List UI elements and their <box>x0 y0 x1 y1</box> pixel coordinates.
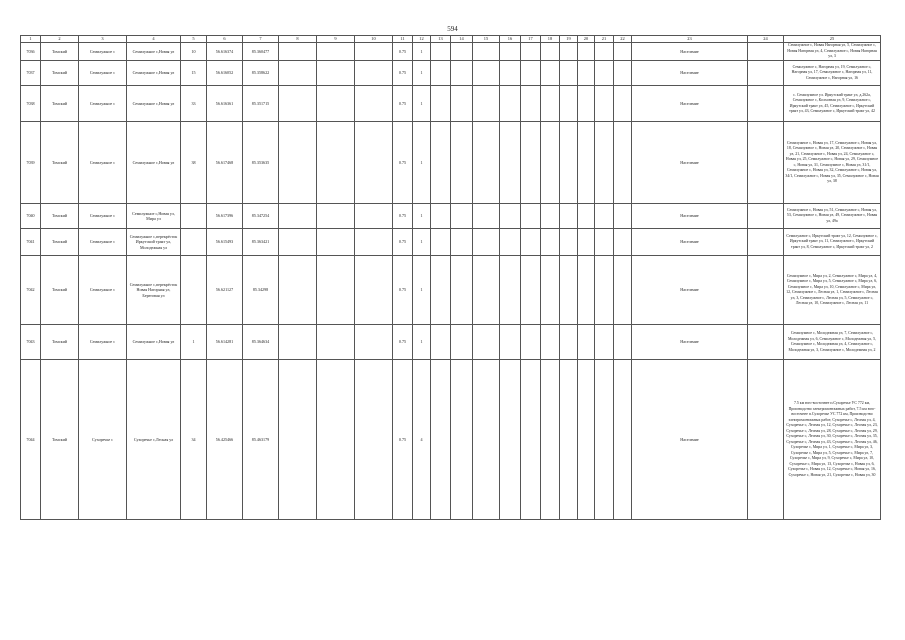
notes-cell: Семилужное с, Иркутский тракт ул, 12, Семилужное с, Иркутский тракт ул, 11, Семилужное с, Иркутский тракт ул, 8, Семилужное с, Иркутский тракт ул, 2 <box>784 229 881 256</box>
header-cell: 7 <box>243 36 279 43</box>
header-cell: 19 <box>560 36 578 43</box>
empty-cell <box>317 122 355 204</box>
header-cell: 23 <box>632 36 748 43</box>
empty-cell <box>541 256 560 325</box>
empty-cell <box>473 256 500 325</box>
column-11-value: 0.75 <box>393 61 413 86</box>
table-row <box>21 325 881 360</box>
empty-cell <box>355 122 393 204</box>
header-cell: 14 <box>451 36 473 43</box>
house-cell: 1 <box>181 325 207 360</box>
header-cell: 22 <box>614 36 632 43</box>
empty-cell <box>541 86 560 122</box>
latitude-cell: 56.616374 <box>207 43 243 61</box>
row-id: 7044 <box>21 360 41 520</box>
header-cell: 6 <box>207 36 243 43</box>
empty-cell <box>614 43 632 61</box>
latitude-cell: 56.617396 <box>207 204 243 229</box>
column-12-value: 1 <box>413 204 431 229</box>
empty-cell <box>560 325 578 360</box>
district-cell: Томский <box>41 43 79 61</box>
column-11-value: 0.75 <box>393 122 413 204</box>
district-cell: Томский <box>41 325 79 360</box>
row-id: 7042 <box>21 256 41 325</box>
row-id: 7037 <box>21 61 41 86</box>
empty-cell <box>560 43 578 61</box>
empty-cell <box>279 204 317 229</box>
header-cell: 11 <box>393 36 413 43</box>
empty-cell <box>355 229 393 256</box>
empty-cell <box>578 204 595 229</box>
header-cell: 3 <box>79 36 127 43</box>
empty-cell <box>521 256 541 325</box>
empty-cell <box>521 61 541 86</box>
latitude-cell: 56.616361 <box>207 86 243 122</box>
empty-cell <box>431 360 451 520</box>
empty-cell <box>431 204 451 229</box>
empty-cell <box>614 204 632 229</box>
empty-cell <box>317 204 355 229</box>
empty-cell <box>614 360 632 520</box>
district-cell: Томский <box>41 360 79 520</box>
empty-cell <box>578 122 595 204</box>
empty-cell <box>748 256 784 325</box>
longitude-cell: 85.363421 <box>243 229 279 256</box>
empty-cell <box>355 325 393 360</box>
house-cell <box>181 256 207 325</box>
column-12-value: 1 <box>413 43 431 61</box>
header-cell: 13 <box>431 36 451 43</box>
empty-cell <box>748 43 784 61</box>
empty-cell <box>500 122 521 204</box>
empty-cell <box>560 229 578 256</box>
empty-cell <box>317 360 355 520</box>
empty-cell <box>578 256 595 325</box>
empty-cell <box>560 61 578 86</box>
row-id: 7039 <box>21 122 41 204</box>
empty-cell <box>595 43 614 61</box>
category-cell: Население <box>632 229 748 256</box>
table-row <box>21 122 881 204</box>
empty-cell <box>473 43 500 61</box>
column-12-value: 4 <box>413 360 431 520</box>
page-number: 594 <box>447 25 458 33</box>
empty-cell <box>595 204 614 229</box>
header-cell: 10 <box>355 36 393 43</box>
category-cell: Население <box>632 61 748 86</box>
empty-cell <box>614 256 632 325</box>
settlement-cell: Семилужное с <box>79 61 127 86</box>
category-cell: Население <box>632 43 748 61</box>
longitude-cell: 85.353635 <box>243 122 279 204</box>
header-cell: 17 <box>521 36 541 43</box>
settlement-cell: Семилужное с <box>79 204 127 229</box>
empty-cell <box>355 256 393 325</box>
empty-cell <box>595 122 614 204</box>
column-11-value: 0.75 <box>393 360 413 520</box>
empty-cell <box>355 61 393 86</box>
empty-cell <box>748 61 784 86</box>
empty-cell <box>317 256 355 325</box>
empty-cell <box>279 43 317 61</box>
empty-cell <box>473 229 500 256</box>
category-cell: Население <box>632 325 748 360</box>
empty-cell <box>614 229 632 256</box>
house-cell: 10 <box>181 43 207 61</box>
column-12-value: 1 <box>413 229 431 256</box>
empty-cell <box>451 256 473 325</box>
column-11-value: 0.75 <box>393 204 413 229</box>
empty-cell <box>748 360 784 520</box>
settlement-cell: Семилужное с <box>79 86 127 122</box>
empty-cell <box>578 86 595 122</box>
house-cell <box>181 229 207 256</box>
latitude-cell: 56.617468 <box>207 122 243 204</box>
header-cell: 21 <box>595 36 614 43</box>
table-row <box>21 229 881 256</box>
empty-cell <box>595 360 614 520</box>
empty-cell <box>614 86 632 122</box>
district-cell: Томский <box>41 229 79 256</box>
table-row <box>21 360 881 520</box>
notes-cell: 7.5 км юго-восточнее п.Сухоречье УС 772 км, Производство электромонтажных работ, 7.5 км юго-восточнее п.Сухоречье УС 772 км, Производство электромонтажных работ, Сухоречье с, Лесная ул, 4, Сухоречье с, Лесная ул, 12, Сухоречье с, Лесная ул, 23, Сухоречье с, Лесная ул, 28, Сухоречье с, Лесная ул, 29, Сухоречье с, Лесная ул, 30, Сухоречье с, Лесная ул, 35, Сухоречье с, Лесная ул, 43, Сухоречье с, Лесная ул, 46, Сухоречье с, Мира ул, 1, Сухоречье с, Мира ул, 3, Сухоречье с, Мира ул, 5, Сухоречье с, Мира ул, 7, Сухоречье с, Мира ул, 9, Сухоречье с, Мира ул, 10, Сухоречье с, Мира ул, 13, Сухоречье с, Новая ул, 6, Сухоречье с, Новая ул, 12, Сухоречье с, Новая ул, 16, Сухоречье с, Новая ул, 21, Сухоречье с, Новая ул, 30 <box>784 360 881 520</box>
settlement-cell: Семилужное с <box>79 229 127 256</box>
row-id: 7038 <box>21 86 41 122</box>
column-12-value: 1 <box>413 325 431 360</box>
house-cell: 34 <box>181 360 207 520</box>
column-11-value: 0.75 <box>393 325 413 360</box>
row-id: 7036 <box>21 43 41 61</box>
empty-cell <box>431 325 451 360</box>
empty-cell <box>317 325 355 360</box>
category-cell: Население <box>632 360 748 520</box>
table-row <box>21 43 881 61</box>
district-cell: Томский <box>41 204 79 229</box>
empty-cell <box>431 229 451 256</box>
header-cell: 2 <box>41 36 79 43</box>
empty-cell <box>473 204 500 229</box>
register-table <box>20 35 881 520</box>
house-cell: 15 <box>181 61 207 86</box>
district-cell: Томский <box>41 122 79 204</box>
notes-cell: Семилужное с, Новая ул, 51, Семилужное с, Новая ул, 53, Семилужное с, Новая ул, 49, Семилужное с, Новая ул, 49а <box>784 204 881 229</box>
empty-cell <box>500 43 521 61</box>
empty-cell <box>451 229 473 256</box>
empty-cell <box>431 122 451 204</box>
empty-cell <box>500 229 521 256</box>
empty-cell <box>521 204 541 229</box>
empty-cell <box>473 61 500 86</box>
empty-cell <box>578 325 595 360</box>
latitude-cell: 56.621127 <box>207 256 243 325</box>
empty-cell <box>748 122 784 204</box>
address-cell: Семилужное с,Новая ул, Мира ул <box>127 204 181 229</box>
address-cell: Семилужное с,Новая ул <box>127 43 181 61</box>
column-11-value: 0.75 <box>393 86 413 122</box>
empty-cell <box>451 122 473 204</box>
empty-cell <box>317 229 355 256</box>
empty-cell <box>279 360 317 520</box>
column-12-value: 1 <box>413 61 431 86</box>
row-id: 7041 <box>21 229 41 256</box>
header-row <box>21 36 881 43</box>
district-cell: Томский <box>41 61 79 86</box>
empty-cell <box>500 86 521 122</box>
column-12-value: 1 <box>413 122 431 204</box>
empty-cell <box>451 360 473 520</box>
empty-cell <box>595 86 614 122</box>
notes-cell: Семилужное с, Молодежная ул, 7, Семилужное с, Молодежная ул, 6, Семилужное с, Молодежная ул, 5, Семилужное с, Молодежная ул, 4, Семилужное с, Молодежная ул, 3, Семилужное с, Молодежная ул, 2 <box>784 325 881 360</box>
empty-cell <box>541 61 560 86</box>
empty-cell <box>355 360 393 520</box>
settlement-cell: Семилужное с <box>79 325 127 360</box>
house-cell <box>181 204 207 229</box>
header-cell: 25 <box>784 36 881 43</box>
longitude-cell: 85.34298 <box>243 256 279 325</box>
longitude-cell: 85.364634 <box>243 325 279 360</box>
empty-cell <box>578 61 595 86</box>
settlement-cell: Семилужное с <box>79 122 127 204</box>
notes-cell: Семилужное с, Новая ул, 17, Семилужное с, Новая ул, 18, Семилужное с, Новая ул, 20, Семилужное с, Новая ул, 21, Семилужное с, Новая ул, 24, Семилужное с, Новая ул, 25, Семилужное с, Новая ул, 29, Семилужное с, Новая ул, 31, Семилужное с, Новая ул, 31/1, Семилужное с, Новая ул, 32, Семилужное с, Новая ул, 34/1, Семилужное с, Новая ул, 35, Семилужное с, Новая ул, 38 <box>784 122 881 204</box>
house-cell: 38 <box>181 122 207 204</box>
empty-cell <box>473 86 500 122</box>
notes-cell: с. Семилужное ул. Иркутский тракт ул, д.262а, Семилужное с, Колхозная ул, 9, Семилужное с, Иркутский тракт ул, 45, Семилужное с, Иркутский тракт ул, 43, Семилужное с, Иркутский тракт ул, 42 <box>784 86 881 122</box>
empty-cell <box>560 256 578 325</box>
column-11-value: 0.75 <box>393 229 413 256</box>
empty-cell <box>500 256 521 325</box>
notes-cell: Семилужное с, Новая Нагорная ул, 5, Семилужное с, Новая Нагорная ул, 4, Семилужное с, Новая Нагорная ул, 3 <box>784 43 881 61</box>
empty-cell <box>614 61 632 86</box>
empty-cell <box>279 122 317 204</box>
header-cell: 15 <box>473 36 500 43</box>
empty-cell <box>451 86 473 122</box>
longitude-cell: 85.347254 <box>243 204 279 229</box>
table-row <box>21 86 881 122</box>
settlement-cell: Сухоречье с <box>79 360 127 520</box>
header-cell: 5 <box>181 36 207 43</box>
table-row <box>21 204 881 229</box>
longitude-cell: 85.360477 <box>243 43 279 61</box>
empty-cell <box>748 325 784 360</box>
empty-cell <box>541 325 560 360</box>
district-cell: Томский <box>41 256 79 325</box>
row-id: 7043 <box>21 325 41 360</box>
latitude-cell: 56.616052 <box>207 61 243 86</box>
house-cell: 33 <box>181 86 207 122</box>
empty-cell <box>541 204 560 229</box>
column-12-value: 1 <box>413 86 431 122</box>
address-cell: Сухоречье с,Лесная ул <box>127 360 181 520</box>
empty-cell <box>451 43 473 61</box>
empty-cell <box>500 204 521 229</box>
empty-cell <box>595 256 614 325</box>
empty-cell <box>521 229 541 256</box>
empty-cell <box>473 360 500 520</box>
empty-cell <box>521 122 541 204</box>
column-11-value: 0.75 <box>393 256 413 325</box>
empty-cell <box>541 122 560 204</box>
longitude-cell: 85.351715 <box>243 86 279 122</box>
category-cell: Население <box>632 86 748 122</box>
empty-cell <box>541 43 560 61</box>
row-id: 7040 <box>21 204 41 229</box>
header-cell: 4 <box>127 36 181 43</box>
header-cell: 1 <box>21 36 41 43</box>
empty-cell <box>279 229 317 256</box>
category-cell: Население <box>632 122 748 204</box>
table-row <box>21 61 881 86</box>
empty-cell <box>560 204 578 229</box>
empty-cell <box>355 204 393 229</box>
empty-cell <box>355 43 393 61</box>
empty-cell <box>521 325 541 360</box>
header-cell: 12 <box>413 36 431 43</box>
notes-cell: Семилужное с, Нагорная ул, 19, Семилужное с, Нагорная ул, 17, Семилужное с, Нагорная ул, 11, Семилужное с, Нагорная ул, 16 <box>784 61 881 86</box>
header-cell: 20 <box>578 36 595 43</box>
empty-cell <box>451 61 473 86</box>
empty-cell <box>578 43 595 61</box>
empty-cell <box>748 86 784 122</box>
category-cell: Население <box>632 256 748 325</box>
table-row <box>21 256 881 325</box>
empty-cell <box>521 86 541 122</box>
empty-cell <box>279 256 317 325</box>
empty-cell <box>541 229 560 256</box>
empty-cell <box>279 325 317 360</box>
empty-cell <box>521 43 541 61</box>
column-12-value: 1 <box>413 256 431 325</box>
empty-cell <box>317 86 355 122</box>
empty-cell <box>595 61 614 86</box>
address-cell: Семилужное с,перекрёсток Иркутский тракт ул, Молодежная ул <box>127 229 181 256</box>
empty-cell <box>317 61 355 86</box>
empty-cell <box>473 122 500 204</box>
address-cell: Семилужное с,Новая ул <box>127 122 181 204</box>
empty-cell <box>500 61 521 86</box>
address-cell: Семилужное с,Новая ул <box>127 325 181 360</box>
empty-cell <box>614 122 632 204</box>
empty-cell <box>317 43 355 61</box>
settlement-cell: Семилужное с <box>79 256 127 325</box>
empty-cell <box>595 325 614 360</box>
empty-cell <box>279 61 317 86</box>
header-cell: 18 <box>541 36 560 43</box>
empty-cell <box>431 86 451 122</box>
settlement-cell: Семилужное с <box>79 43 127 61</box>
address-cell: Семилужное с,перекрёсток Новая Нагорная ул, Береговая ул <box>127 256 181 325</box>
empty-cell <box>431 43 451 61</box>
empty-cell <box>521 360 541 520</box>
header-cell: 8 <box>279 36 317 43</box>
header-cell: 9 <box>317 36 355 43</box>
empty-cell <box>595 229 614 256</box>
empty-cell <box>560 86 578 122</box>
table-body <box>21 36 881 520</box>
empty-cell <box>748 204 784 229</box>
column-11-value: 0.75 <box>393 43 413 61</box>
district-cell: Томский <box>41 86 79 122</box>
empty-cell <box>560 122 578 204</box>
empty-cell <box>451 325 473 360</box>
notes-cell: Семилужное с, Мира ул, 2, Семилужное с, Мира ул, 4, Семилужное с, Мира ул, 5, Семилужное с, Мира ул, 6, Семилужное с, Мира ул, 10, Семилужное с, Мира ул, 12, Семилужное с, Лесная ул, 1, Семилужное с, Лесная ул, 3, Семилужное с, Лесная ул, 5, Семилужное с, Лесная ул, 10, Семилужное с, Лесная ул, 11 <box>784 256 881 325</box>
empty-cell <box>500 360 521 520</box>
header-cell: 24 <box>748 36 784 43</box>
empty-cell <box>500 325 521 360</box>
empty-cell <box>614 325 632 360</box>
longitude-cell: 85.463179 <box>243 360 279 520</box>
empty-cell <box>473 325 500 360</box>
longitude-cell: 85.358622 <box>243 61 279 86</box>
empty-cell <box>451 204 473 229</box>
latitude-cell: 56.615493 <box>207 229 243 256</box>
empty-cell <box>355 86 393 122</box>
category-cell: Население <box>632 204 748 229</box>
latitude-cell: 56.614281 <box>207 325 243 360</box>
empty-cell <box>748 229 784 256</box>
header-cell: 16 <box>500 36 521 43</box>
address-cell: Семилужное с,Новая ул <box>127 61 181 86</box>
empty-cell <box>578 229 595 256</box>
empty-cell <box>560 360 578 520</box>
empty-cell <box>431 256 451 325</box>
empty-cell <box>578 360 595 520</box>
empty-cell <box>541 360 560 520</box>
address-cell: Семилужное с,Новая ул <box>127 86 181 122</box>
empty-cell <box>431 61 451 86</box>
latitude-cell: 56.425466 <box>207 360 243 520</box>
empty-cell <box>279 86 317 122</box>
